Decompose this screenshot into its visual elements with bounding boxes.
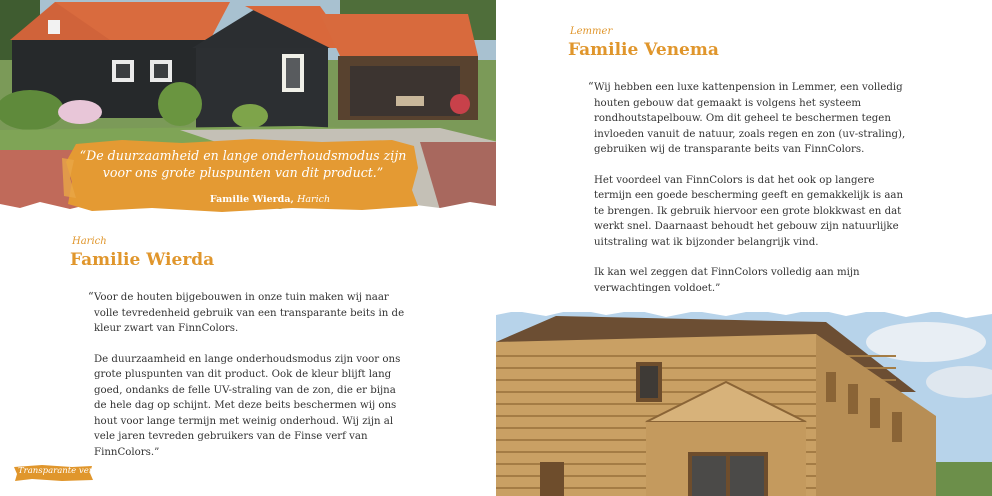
photo-log-cabin-cattery xyxy=(496,312,992,496)
testimonial-body-venema xyxy=(594,80,906,311)
footer-tag-label: Transparante verf xyxy=(18,466,96,476)
quote-text: “De duurzaamheid en lange onderhoudsmodus zijn voor ons grote pluspunten van dit product.” xyxy=(79,148,407,180)
quote-signature-place: Harich xyxy=(297,194,331,205)
torn-paper-edge xyxy=(496,302,992,324)
location-kicker-lemmer: Lemmer xyxy=(570,26,613,37)
family-title-venema: Familie Venema xyxy=(568,40,719,60)
footer-tag xyxy=(12,464,94,482)
testimonial-body-wierda xyxy=(94,290,406,475)
location-kicker-harich: Harich xyxy=(72,236,107,247)
quote-signature xyxy=(170,194,370,205)
paragraph: Voor de houten bijgebouwen in onze tuin maken wij naar volle tevredenheid gebruik van een transparante beits in de kleur zwart van FinnColors. xyxy=(94,292,405,334)
family-title-wierda: Familie Wierda xyxy=(70,250,215,270)
paragraph: Wij hebben een luxe kattenpension in Lemmer, een volledig houten gebouw dat gemaakt is volgens het systeem rondhoutstapelbouw. Om dit geheel te beschermen tegen invloeden vanuit de natuur, zoals regen en zon (uv-straling), gebruiken wij de transparante beits van FinnColors. xyxy=(594,82,906,155)
paragraph: De duurzaamheid en lange onderhoudsmodus zijn voor ons grote pluspunten van dit product. Ook de kleur blijft lang goed, ondanks de felle UV-straling van de zon, die er bijna de hele dag op schijnt. Met deze beits beschermen wij ons hout voor lange termijn met weinig onderhoud. Wij zijn al vele jaren tevreden gebruikers van de Finse verf van FinnColors.” xyxy=(94,353,401,458)
open-quote-mark: “ xyxy=(588,80,594,93)
quote-signature-name: Familie Wierda, xyxy=(209,194,294,205)
right-page xyxy=(496,0,992,496)
paragraph: Het voordeel van FinnColors is dat het ook op langere termijn een goede bescherming geeft en gemakkelijk is aan te brengen. Ik gebruik hiervoor een grote blokkwast en dat werkt snel. Daarnaast behoudt het gebouw zijn natuurlijke uitstraling wat ik bijzonder belangrijk vind. xyxy=(594,174,904,248)
open-quote-mark: “ xyxy=(88,290,94,303)
paragraph: Ik kan wel zeggen dat FinnColors volledig aan mijn verwachtingen voldoet.” xyxy=(594,267,860,294)
